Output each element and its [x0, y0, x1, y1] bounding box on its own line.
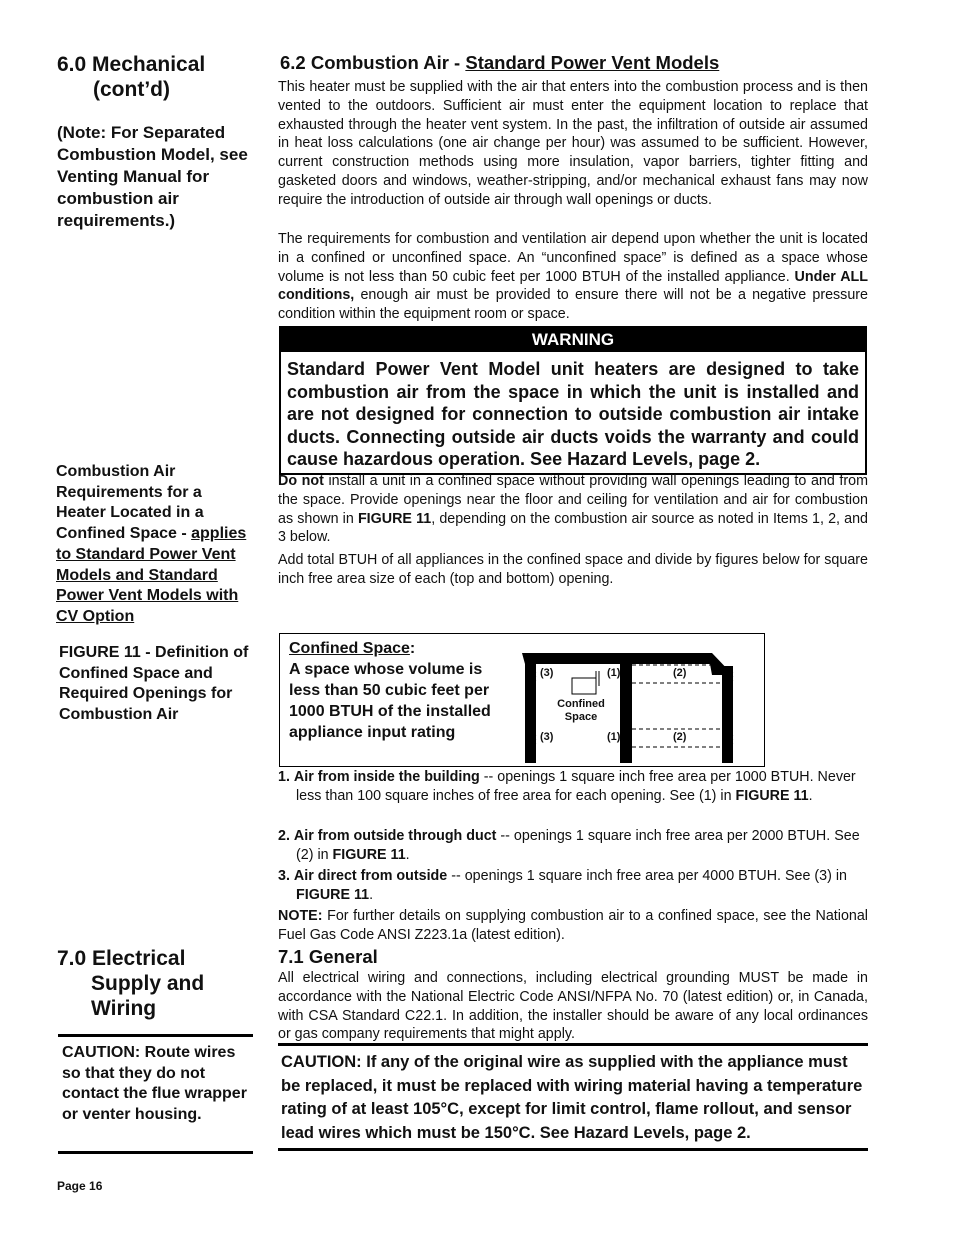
- section-6-2-para-2: [278, 230, 868, 324]
- label-3-top: (3): [540, 667, 554, 679]
- item-2-num: 2.: [278, 828, 290, 844]
- appliance-icon: [572, 671, 599, 694]
- confined-space-def-colon: :: [409, 640, 416, 657]
- section-7-1-title: 7.1 General: [278, 946, 378, 967]
- sidebar-caution: CAUTION: Route wires so that they do not contact the flue wrapper or venter housing.: [62, 1044, 247, 1124]
- item-1: [278, 768, 866, 806]
- section-6-2-para-3: [278, 472, 868, 547]
- para-2-text: The requirements for combustion and ventilation air depend upon whether the unit is located in a confined or unconfined space. An “unconfined space” is defined as a space whose volume is not less than 50 cubic feet per 1000 BTUH of the installed appliance.: [278, 231, 868, 285]
- label-3-bottom: (3): [540, 731, 554, 743]
- section-6-heading-line1: 6.0 Mechanical: [57, 53, 206, 76]
- section-6-heading: [57, 52, 247, 102]
- item-3-bold: Air direct from outside: [293, 868, 448, 884]
- item-3: [278, 867, 886, 905]
- confined-space-label: [546, 698, 616, 724]
- separated-combustion-note: (Note: For Separated Combustion Model, see Venting Manual for combustion air requirements.): [57, 123, 248, 230]
- section-7-heading-line1: 7.0 Electrical: [57, 947, 186, 970]
- item-2-end: .: [405, 847, 410, 863]
- page-number: Page 16: [57, 1179, 103, 1193]
- label-1-top: (1): [607, 667, 621, 679]
- para-2-tail: enough air must be provided to ensure there will not be a negative pressure condition within the equipment room or space.: [278, 287, 868, 323]
- left-wall: [525, 657, 536, 763]
- item-1-end: .: [808, 788, 813, 804]
- item-1-bold: Air from inside the building: [293, 769, 480, 785]
- label-2-top: (2): [673, 667, 687, 679]
- section-6-2-para-1: This heater must be supplied with the air that enters into the combustion process and is then vented to the outdoors. Sufficient air must enter the equipment location to replace that exhausted through the heater vent system. In the past, the infiltration of outside air assumed in heat loss calculations (one air change per hour) was assumed to be sufficient. However, current construction methods using more insulation, vapor barriers, tighter fitting and gasketed doors and windows, weather-stripping, and/or mechanical exhaust fans may now require the introduction of outside air through wall openings or ducts.: [278, 79, 868, 208]
- label-2-bottom: (2): [673, 731, 687, 743]
- warning-title: WARNING: [281, 328, 865, 352]
- confined-space-sidebar-note: [56, 462, 256, 628]
- para-3-bold: Do not: [278, 473, 324, 489]
- confined-space-diagram: [280, 634, 764, 766]
- item-2-text: -- openings 1 square inch free area per 2000 BTUH. See (2) in: [296, 828, 860, 863]
- confined-space-intro: Combustion Air Requirements for a Heater Located in a Confined Space -: [56, 463, 204, 543]
- warning-box: [279, 326, 867, 475]
- section-7-heading-line2: Supply and: [91, 972, 205, 995]
- para-3-a: install a unit in a confined space without providing wall openings leading to and from the space. Provide openings near the floor and ceiling for ventilation and air for combustion as shown in: [278, 473, 868, 527]
- note-text: For further details on supplying combustion air to a confined space, see the National Fuel Gas Code ANSI Z223.1a (latest edition).: [278, 908, 868, 943]
- confined-space-applies: applies to Standard Power Vent Models and Standard Power Vent Models with CV Option: [56, 525, 247, 625]
- sidebar-caution-top-rule: [58, 1034, 253, 1037]
- item-2-bold: Air from outside through duct: [293, 828, 497, 844]
- section-6-2-title-underlined: Standard Power Vent Models: [465, 52, 720, 73]
- section-7-heading-line3: Wiring: [91, 997, 157, 1020]
- confined-space-label-line2: Space: [564, 711, 598, 723]
- item-2: [278, 827, 866, 865]
- warning-body: Standard Power Vent Model unit heaters are designed to take combustion air from the space in which the unit is installed and are not designed for connection to outside combustion air intake ducts. Connecting outside air ducts voids the warranty and could cause hazardous operation. See Hazard Levels, page 2.: [287, 359, 859, 469]
- section-6-2-title: [280, 52, 870, 74]
- sidebar-caution-bottom-rule: [58, 1151, 253, 1154]
- figure-11: [279, 633, 765, 767]
- caution-top-rule: [278, 1043, 868, 1046]
- combustion-note: [278, 907, 868, 945]
- confined-space-def-body: A space whose volume is less than 50 cubic feet per 1000 BTUH of the installed appliance input rating: [289, 661, 491, 741]
- item-3-text: -- openings 1 square inch free area per 4000 BTUH. See (3) in: [447, 868, 847, 884]
- section-7-heading: [57, 946, 252, 1021]
- note-label: NOTE:: [278, 908, 323, 924]
- item-3-num: 3.: [278, 868, 290, 884]
- item-1-text: -- openings 1 square inch free area per 1000 BTUH. Never less than 100 square inches of free area for each opening. See (1) in: [296, 769, 856, 804]
- confined-space-def-title: Confined Space: [289, 640, 410, 657]
- para-3-b: , depending on the combustion air source as noted in Items 1, 2, and 3 below.: [278, 510, 868, 546]
- para-3-figure-ref: FIGURE 11: [357, 510, 432, 527]
- confined-space-label-line1: Confined: [557, 698, 605, 710]
- para-2-bold: Under ALL conditions,: [278, 268, 868, 304]
- item-3-end: .: [369, 887, 374, 903]
- section-6-heading-line2: (cont’d): [93, 78, 170, 101]
- item-1-fig: FIGURE 11: [735, 788, 809, 804]
- section-6-2-para-4: Add total BTUH of all appliances in the confined space and divide by figures below for square inch free area size of each (top and bottom) opening.: [278, 552, 868, 587]
- section-6-2-title-prefix: 6.2 Combustion Air -: [280, 52, 466, 73]
- section-7-1-para: All electrical wiring and connections, including electrical grounding MUST be made in accordance with the National Electric Code ANSI/NFPA No. 70 (latest edition) or, in Canada, with CSA Standard C22.1. In addition, the installer should be aware of any local ordinances or gas company requirements that might apply.: [278, 970, 868, 1043]
- wiring-caution: CAUTION: If any of the original wire as supplied with the appliance must be replaced, it must be replaced with wiring material having a temperature rating of at least 105°C, except for limit control, flame rollout, and sensor lead wires which must be 150°C. See Hazard Levels, page 2.: [281, 1053, 863, 1143]
- item-2-fig: FIGURE 11: [332, 847, 406, 863]
- item-1-num: 1.: [278, 769, 290, 785]
- figure-11-caption: FIGURE 11 - Definition of Confined Space and Required Openings for Combustion Air: [59, 644, 249, 724]
- caution-bottom-rule: [278, 1148, 868, 1151]
- label-1-bottom: (1): [607, 731, 621, 743]
- item-3-fig: FIGURE 11: [296, 887, 370, 903]
